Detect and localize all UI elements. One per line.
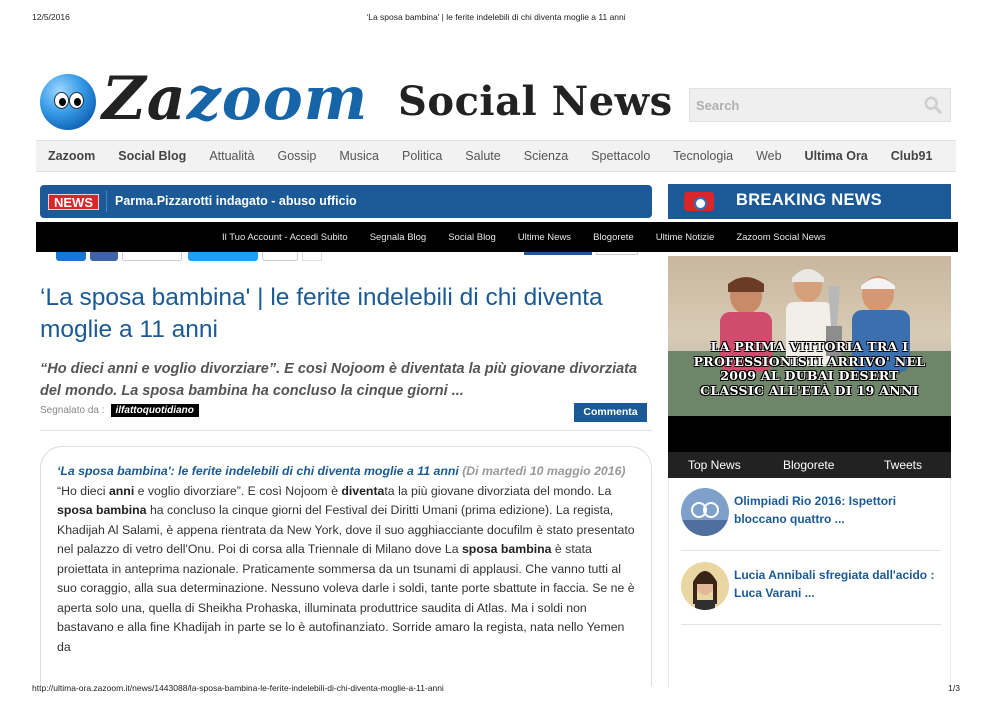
body-text-2: e voglio divorziare”. E così Nojoom è bbox=[134, 483, 342, 498]
nav-item-web[interactable]: Web bbox=[756, 149, 782, 163]
list-item[interactable] bbox=[681, 562, 941, 624]
facebook-like-button[interactable] bbox=[90, 252, 118, 261]
nav-item-social-blog[interactable]: Social Blog bbox=[118, 149, 187, 163]
list-divider bbox=[681, 624, 941, 625]
main-nav bbox=[36, 140, 956, 172]
mascot-right-eye bbox=[69, 92, 84, 109]
reported-by-label: Segnalato da : bbox=[40, 405, 105, 416]
nav-item-gossip[interactable]: Gossip bbox=[277, 149, 317, 163]
article-body-box bbox=[40, 446, 652, 686]
site-logo[interactable] bbox=[102, 64, 368, 134]
body-bold-3: sposa bambina bbox=[57, 503, 147, 517]
reported-by bbox=[40, 404, 199, 417]
share-buttons bbox=[40, 252, 652, 266]
nav-item-ultima-ora[interactable]: Ultima Ora bbox=[804, 149, 868, 163]
nav-item-politica[interactable]: Politica bbox=[401, 149, 443, 163]
mascot-logo-icon[interactable] bbox=[40, 74, 96, 130]
toolbar-link-social-blog[interactable]: Social Blog bbox=[448, 231, 496, 243]
nav-item-musica[interactable]: Musica bbox=[339, 149, 379, 163]
news-item-title[interactable]: Olimpiadi Rio 2016: Ispettori bloccano quattro ... bbox=[734, 494, 897, 526]
article-date: (Di martedì 10 maggio 2016) bbox=[462, 464, 626, 478]
article-lead-link[interactable]: ‘La sposa bambina': le ferite indelebili di chi diventa moglie a 11 anni bbox=[57, 464, 459, 478]
caption-line-2: PROFESSIONISTI ARRIVO' NEL bbox=[693, 353, 926, 369]
news-badge: NEWS bbox=[48, 194, 99, 210]
logo-zoom: zoom bbox=[186, 64, 369, 134]
facebook-share-button[interactable] bbox=[56, 252, 86, 261]
nav-item-salute[interactable]: Salute bbox=[465, 149, 501, 163]
share-more-button[interactable] bbox=[302, 252, 322, 261]
toolbar-link-segnala-blog[interactable]: Segnala Blog bbox=[369, 231, 427, 243]
body-text-4: ha concluso la cinque giorni del Festival dei Diritti Umani (prima edizione). La regista, Khadijah Al Salami, è appena rientrata da New York, dove il suo agghiacciante docufilm è stato presentato nel palazzo di vetro dell'Onu. Poi di corsa alla Triennale di Milano dove La bbox=[57, 503, 635, 556]
share-count bbox=[122, 252, 182, 261]
sidebar-news-list bbox=[668, 478, 951, 688]
tab-top-news[interactable]: Top News bbox=[688, 458, 741, 472]
nav-item-tecnologia[interactable]: Tecnologia bbox=[673, 149, 734, 163]
toolbar-link-ultime-news[interactable]: Ultime News bbox=[517, 231, 572, 243]
site-header bbox=[40, 64, 960, 134]
body-text-1: “Ho dieci bbox=[57, 483, 109, 498]
print-button[interactable] bbox=[596, 252, 638, 255]
caption-line-1: LA PRIMA VITTORIA TRA I bbox=[710, 339, 909, 354]
toolbar-link-ultime-notizie[interactable]: Ultime Notizie bbox=[655, 231, 715, 243]
list-divider bbox=[681, 550, 941, 551]
article-subhead: “Ho dieci anni e voglio divorziare”. E così Nojoom è diventata la più giovane divorziata del mondo. La sposa bambina ha concluso la cinque giorni ... bbox=[40, 361, 638, 399]
ticker-headline-link[interactable]: Parma.Pizzarotti indagato - abuso ufficio bbox=[115, 194, 357, 208]
caption-line-4: CLASSIC ALL'ETÀ DI 19 ANNI bbox=[700, 382, 919, 398]
news-thumbnail bbox=[681, 562, 729, 610]
nav-item-attualita[interactable]: Attualità bbox=[209, 149, 255, 163]
news-item-title[interactable]: Lucia Annibali sfregiata dall'acido : Luca Varani ... bbox=[734, 568, 935, 600]
linkedin-share-button[interactable] bbox=[524, 252, 592, 255]
toolbar-link-blogorete[interactable]: Blogorete bbox=[593, 231, 634, 243]
article-body bbox=[57, 462, 639, 657]
source-badge[interactable]: ilfattoquotidiano bbox=[111, 404, 199, 417]
body-bold-4: sposa bambina bbox=[461, 542, 552, 556]
photo-caption bbox=[668, 340, 951, 398]
photo-bottom-band bbox=[668, 416, 951, 452]
article-headline: ‘La sposa bambina' | le ferite indelebili di chi diventa moglie a 11 anni bbox=[40, 284, 603, 343]
tv-icon bbox=[684, 192, 714, 211]
print-url: http://ultima-ora.zazoom.it/news/1443088/la-sposa-bambina-le-ferite-indelebili-di-chi-diventa-moglie-a-11-anni bbox=[32, 683, 444, 693]
mascot-left-eye bbox=[54, 92, 69, 109]
sidebar-tabs bbox=[668, 452, 951, 478]
twitter-share-button[interactable] bbox=[188, 252, 258, 261]
caption-line-3: 2009 AL DUBAI DESERT bbox=[720, 368, 899, 383]
tab-tweets[interactable]: Tweets bbox=[884, 458, 923, 472]
nav-item-scienza[interactable]: Scienza bbox=[523, 149, 569, 163]
body-text-5: è stata proiettata in anteprima nazionale. Praticamente sommersa da un tsunami di applausi. Che vanno tutti al suo coraggio, alla sua determinazione. Nessuno voleva darle i soldi, tante porte sbattute in faccia. Se ne è aperta solo una, quella di Sheikha Prohaska, illuminata produttrice saudita di Atlas. Ma i soldi non bastavano e alla fine Khadijah in parte se lo è autofinanziato. Sorride amaro la regista, nata nello Yemen da bbox=[57, 542, 635, 654]
nav-item-zazoom[interactable]: Zazoom bbox=[48, 149, 96, 163]
comment-button[interactable]: Commenta bbox=[574, 403, 647, 422]
print-doc-title: ‘La sposa bambina' | le ferite indelebili di chi diventa moglie a 11 anni bbox=[366, 12, 626, 22]
tab-blogorete[interactable]: Blogorete bbox=[783, 458, 835, 472]
body-text-3: ta la più giovane divorziata del mondo. La bbox=[384, 483, 612, 498]
nav-item-spettacolo[interactable]: Spettacolo bbox=[591, 149, 651, 163]
article-divider bbox=[40, 430, 652, 431]
body-bold-1: anni bbox=[108, 483, 135, 498]
ticker-separator bbox=[106, 191, 107, 212]
toolbar-link-zazoom-social-news[interactable]: Zazoom Social News bbox=[736, 231, 826, 243]
news-thumbnail bbox=[681, 488, 729, 536]
logo-za: Za bbox=[102, 64, 187, 134]
account-toolbar bbox=[36, 222, 958, 252]
print-page-number: 1/3 bbox=[948, 683, 960, 693]
breaking-news-title: BREAKING NEWS bbox=[736, 191, 882, 209]
search-input[interactable] bbox=[690, 89, 950, 121]
news-ticker bbox=[40, 185, 652, 218]
search-box bbox=[689, 88, 951, 122]
toolbar-link-account[interactable]: Il Tuo Account - Accedi Subito bbox=[222, 231, 348, 243]
search-icon[interactable] bbox=[924, 96, 942, 114]
print-header bbox=[32, 12, 960, 26]
list-item[interactable] bbox=[681, 488, 941, 550]
breaking-news-photo[interactable] bbox=[668, 256, 951, 416]
site-logo-social-news[interactable]: Social News bbox=[398, 78, 673, 125]
nav-item-club91[interactable]: Club91 bbox=[890, 149, 933, 163]
breaking-news-header bbox=[668, 184, 951, 219]
body-bold-2: diventa bbox=[341, 483, 385, 498]
print-date: 12/5/2016 bbox=[32, 12, 70, 22]
google-plus-button[interactable] bbox=[262, 252, 298, 261]
